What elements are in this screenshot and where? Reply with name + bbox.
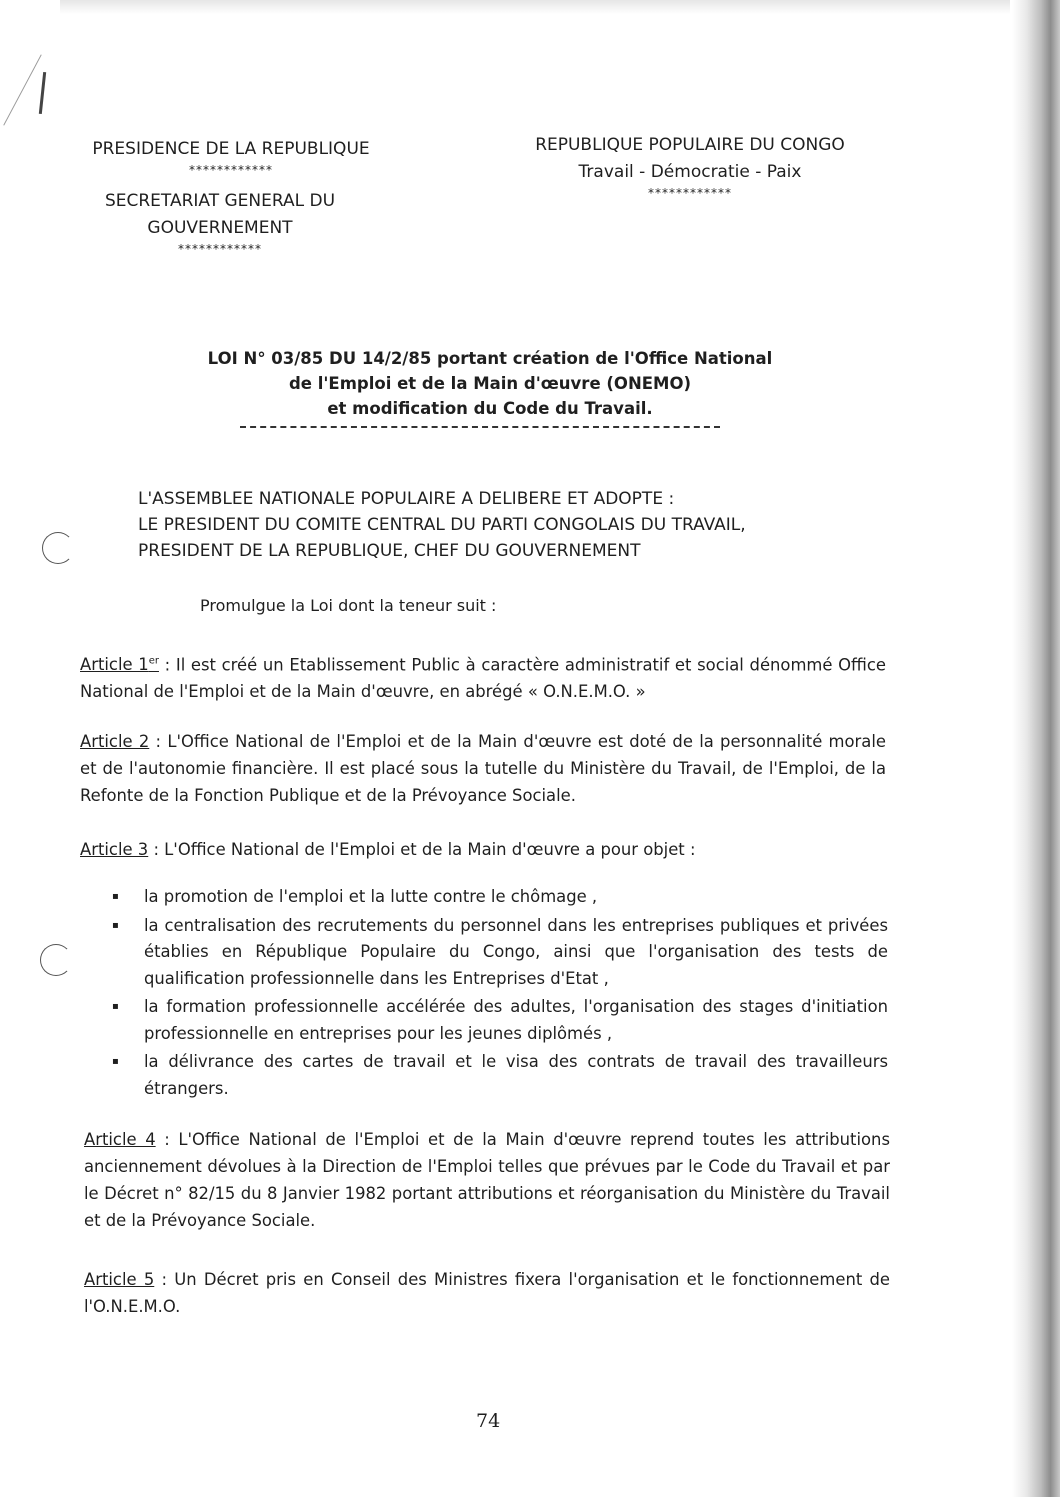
article-3-list: [108, 884, 888, 1104]
article-superscript: er: [148, 656, 159, 667]
article-text: : L'Office National de l'Emploi et de la Main d'œuvre reprend toutes les attributions anciennement dévolues à la Direction de l'Emploi telles que prévues par le Code du Travail et par le Décret n° 82/15 du 8 Janvier 1982 portant attributions et réorganisation du Ministère du Travail et de la Prévoyance Sociale.: [84, 1130, 890, 1230]
list-item: ▪ la centralisation des recrutements du personnel dans les entreprises publiques et privées établies en République Populaire du Congo, ainsi que l'organisation des tests de qualification professionnelle dans les Entreprises d'Etat ,: [108, 913, 888, 993]
declaration-line: L'ASSEMBLEE NATIONALE POPULAIRE A DELIBERE ET ADOPTE :: [138, 489, 675, 509]
list-item: ▪ la promotion de l'emploi et la lutte contre le chômage ,: [108, 884, 888, 911]
dashed-divider: [240, 426, 720, 428]
header-right: [500, 132, 880, 200]
article-label: Article 1er: [80, 655, 159, 675]
gouvernement-label: GOUVERNEMENT: [147, 218, 293, 238]
article-text: : Un Décret pris en Conseil des Ministres fixera l'organisation et le fonctionnement de l'O.N.E.M.O.: [84, 1270, 890, 1316]
article-3: [80, 836, 886, 863]
law-title: [120, 346, 860, 421]
law-title-line: LOI N° 03/85 DU 14/2/85 portant création de l'Office National: [207, 349, 773, 368]
law-title-line: de l'Emploi et de la Main d'œuvre (ONEMO): [288, 374, 692, 393]
declaration-line: PRESIDENT DE LA REPUBLIQUE, CHEF DU GOUVERNEMENT: [138, 541, 641, 561]
article-2: [80, 728, 886, 809]
article-4: [84, 1126, 890, 1234]
article-1: [80, 648, 886, 705]
punch-hole-top: [42, 532, 74, 564]
motto: Travail - Démocratie - Paix: [578, 162, 802, 182]
presidence-label: PRESIDENCE DE LA REPUBLIQUE: [92, 139, 370, 159]
header-left: [66, 136, 396, 177]
article-label: Article 2: [80, 732, 150, 751]
stars-separator: ************: [178, 242, 262, 256]
staple-mark: [39, 72, 46, 114]
header-left-secretariat: [70, 188, 370, 256]
stars-separator: ************: [189, 163, 273, 177]
article-text: : L'Office National de l'Emploi et de la Main d'œuvre est doté de la personnalité morale et de l'autonomie financière. Il est placé sous la tutelle du Ministère du Travail, de l'Emploi, de la Refonte de la Fonction Publique et de la Prévoyance Sociale.: [80, 732, 886, 805]
promulgation-line: Promulgue la Loi dont la teneur suit :: [200, 596, 497, 615]
page-edge-shadow: [1012, 0, 1060, 1497]
declaration-block: [138, 486, 746, 564]
declaration-line: LE PRESIDENT DU COMITE CENTRAL DU PARTI CONGOLAIS DU TRAVAIL,: [138, 515, 746, 535]
punch-hole-bottom: [40, 944, 72, 976]
secretariat-label: SECRETARIAT GENERAL DU: [104, 191, 336, 211]
article-label: Article 3: [80, 840, 149, 859]
article-label: Article 4: [84, 1130, 156, 1149]
page-number: 74: [476, 1410, 501, 1432]
list-item: ▪ la délivrance des cartes de travail et le visa des contrats de travail des travailleurs étrangers.: [108, 1049, 888, 1102]
article-label: Article 5: [84, 1270, 155, 1289]
article-5: [84, 1266, 890, 1320]
pen-stroke: [3, 54, 41, 125]
list-item: ▪ la formation professionnelle accélérée des adultes, l'organisation des stages d'initiation professionnelle en entreprises pour les jeunes diplômés ,: [108, 994, 888, 1047]
republic-label: REPUBLIQUE POPULAIRE DU CONGO: [535, 135, 845, 155]
law-title-line: et modification du Code du Travail.: [327, 399, 653, 418]
top-fold-shadow: [60, 0, 1010, 14]
article-text: : L'Office National de l'Emploi et de la Main d'œuvre a pour objet :: [148, 840, 696, 859]
article-text: : Il est créé un Etablissement Public à caractère administratif et social dénommé Office National de l'Emploi et de la Main d'œuvre, en abrégé « O.N.E.M.O. »: [80, 655, 886, 702]
stars-separator: ************: [648, 186, 732, 200]
